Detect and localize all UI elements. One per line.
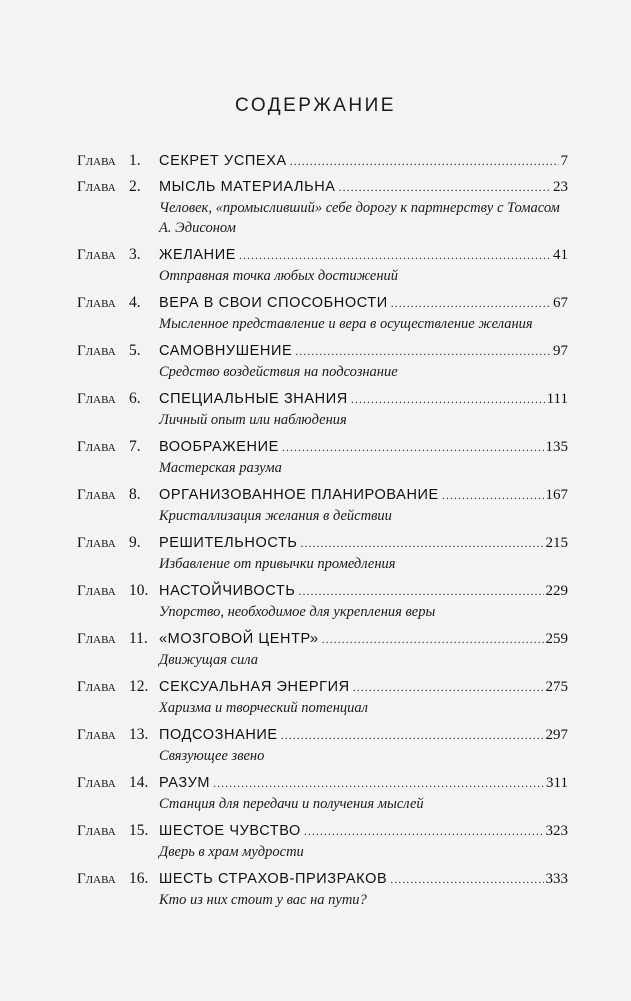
toc-entry[interactable] <box>77 388 568 430</box>
toc-entry-row <box>77 484 568 506</box>
chapter-subtitle: Отправная точка любых достижений <box>159 268 399 284</box>
chapter-subtitle: Кто из них стоит у вас на пути? <box>159 892 367 908</box>
chapter-title-line <box>159 292 551 314</box>
page-number: 215 <box>545 535 568 551</box>
toc-entry[interactable] <box>77 820 568 862</box>
chapter-title-line <box>159 388 545 410</box>
chapter-subtitle: Движущая сила <box>159 652 259 668</box>
chapter-title-line <box>159 340 551 362</box>
page-number: 7 <box>560 153 568 169</box>
dot-leader <box>442 484 544 506</box>
chapter-label: Глава <box>77 439 116 455</box>
toc-entry[interactable] <box>77 176 568 238</box>
chapter-title-line <box>159 868 544 890</box>
chapter-subtitle: Станция для передачи и получения мыслей <box>159 796 424 812</box>
toc-entry-row <box>77 580 568 602</box>
dot-leader <box>304 820 544 842</box>
chapter-subtitle: Избавление от привычки промедления <box>159 556 396 572</box>
page-number: 297 <box>545 727 568 743</box>
chapter-title-line <box>159 532 544 554</box>
chapter-title: ЖЕЛАНИЕ <box>159 247 237 263</box>
dot-leader <box>390 868 543 890</box>
page-number: 167 <box>545 487 568 503</box>
chapter-subtitle: Кристаллизация желания в действии <box>159 508 392 524</box>
chapter-subtitle: Мастерская разума <box>159 460 282 476</box>
chapter-number: 9. <box>129 534 141 551</box>
chapter-title: МЫСЛЬ МАТЕРИАЛЬНА <box>159 179 336 195</box>
toc-entry-row <box>77 676 568 698</box>
chapter-number: 8. <box>129 486 141 503</box>
chapter-number: 1. <box>129 152 141 169</box>
chapter-subtitle: Упорство, необходимое для укрепления веры <box>159 604 436 620</box>
chapter-subtitle: Средство воздействия на подсознание <box>159 364 398 380</box>
chapter-title-line <box>159 150 559 172</box>
chapter-title-line <box>159 820 544 842</box>
toc-entry[interactable] <box>77 580 568 622</box>
toc-entry-row <box>77 820 568 842</box>
chapter-title: ВЕРА В СВОИ СПОСОБНОСТИ <box>159 295 388 311</box>
chapter-label: Глава <box>77 343 116 359</box>
page-number: 275 <box>545 679 568 695</box>
chapter-label: Глава <box>77 775 116 791</box>
chapter-label: Глава <box>77 179 116 195</box>
chapter-label: Глава <box>77 871 116 887</box>
toc-entry-row <box>77 292 568 314</box>
page-number: 229 <box>545 583 568 599</box>
chapter-number: 16. <box>129 870 149 887</box>
page-number: 259 <box>545 631 568 647</box>
dot-leader <box>298 580 543 602</box>
chapter-label: Глава <box>77 631 116 647</box>
toc-entry-row <box>77 176 568 198</box>
chapter-title-line <box>159 244 551 266</box>
chapter-title-line <box>159 176 551 198</box>
chapter-title-line <box>159 676 544 698</box>
chapter-number: 6. <box>129 390 141 407</box>
chapter-subtitle: Мысленное представление и вера в осуществление желания <box>159 316 533 332</box>
chapter-title-line <box>159 484 544 506</box>
dot-leader <box>282 436 544 458</box>
chapter-title: ОРГАНИЗОВАННОЕ ПЛАНИРОВАНИЕ <box>159 487 439 503</box>
page-number: 111 <box>546 391 568 407</box>
chapter-title: СЕКРЕТ УСПЕХА <box>159 153 287 169</box>
chapter-number: 14. <box>129 774 149 791</box>
chapter-title-line <box>159 628 544 650</box>
chapter-label: Глава <box>77 247 116 263</box>
toc-entry-row <box>77 532 568 554</box>
chapter-title: САМОВНУШЕНИЕ <box>159 343 293 359</box>
dot-leader <box>301 532 544 554</box>
chapter-number: 12. <box>129 678 149 695</box>
chapter-label: Глава <box>77 153 116 169</box>
toc-entry[interactable] <box>77 532 568 574</box>
chapter-title: ШЕСТОЕ ЧУВСТВО <box>159 823 301 839</box>
chapter-number: 11. <box>129 630 148 647</box>
page-number: 311 <box>546 775 568 791</box>
chapter-label: Глава <box>77 391 116 407</box>
dot-leader <box>281 724 544 746</box>
toc-entry-row <box>77 150 568 172</box>
page-title: СОДЕРЖАНИЕ <box>235 95 396 116</box>
chapter-title: ПОДСОЗНАНИЕ <box>159 727 278 743</box>
chapter-title: ШЕСТЬ СТРАХОВ-ПРИЗРАКОВ <box>159 871 388 887</box>
page-number: 333 <box>545 871 568 887</box>
dot-leader <box>353 676 544 698</box>
toc-entry[interactable] <box>77 868 568 910</box>
chapter-number: 5. <box>129 342 141 359</box>
chapter-title: НАСТОЙЧИВОСТЬ <box>159 583 296 599</box>
toc-entry-row <box>77 388 568 410</box>
toc-entry-row <box>77 628 568 650</box>
toc-entry-row <box>77 868 568 890</box>
chapter-title-line <box>159 724 544 746</box>
dot-leader <box>322 628 544 650</box>
chapter-number: 3. <box>129 246 141 263</box>
chapter-title-line <box>159 580 544 602</box>
toc-entry[interactable] <box>77 724 568 766</box>
chapter-title: «МОЗГОВОЙ ЦЕНТР» <box>159 631 319 647</box>
toc-entry[interactable] <box>77 676 568 718</box>
chapter-label: Глава <box>77 727 116 743</box>
chapter-number: 10. <box>129 582 149 599</box>
toc-entry[interactable] <box>77 772 568 814</box>
chapter-subtitle: Связующее звено <box>159 748 265 764</box>
chapter-title: РЕШИТЕЛЬНОСТЬ <box>159 535 298 551</box>
chapter-number: 4. <box>129 294 141 311</box>
toc-entry[interactable] <box>77 436 568 478</box>
chapter-label: Глава <box>77 487 116 503</box>
chapter-number: 13. <box>129 726 149 743</box>
dot-leader <box>339 176 551 198</box>
chapter-subtitle: Личный опыт или наблюдения <box>159 412 347 428</box>
chapter-label: Глава <box>77 583 116 599</box>
toc-entry-row <box>77 436 568 458</box>
chapter-title: РАЗУМ <box>159 775 211 791</box>
chapter-label: Глава <box>77 679 116 695</box>
page-number: 67 <box>553 295 568 311</box>
chapter-title: СПЕЦИАЛЬНЫЕ ЗНАНИЯ <box>159 391 348 407</box>
chapter-title-line <box>159 436 544 458</box>
page-number: 135 <box>545 439 568 455</box>
chapter-title-line <box>159 772 544 794</box>
toc-entry-row <box>77 772 568 794</box>
page-number: 97 <box>553 343 568 359</box>
dot-leader <box>391 292 551 314</box>
page-number: 41 <box>553 247 568 263</box>
dot-leader <box>351 388 545 410</box>
toc-entry[interactable] <box>77 244 568 286</box>
chapter-number: 7. <box>129 438 141 455</box>
chapter-number: 2. <box>129 178 141 195</box>
chapter-label: Глава <box>77 295 116 311</box>
dot-leader <box>295 340 551 362</box>
chapter-title: СЕКСУАЛЬНАЯ ЭНЕРГИЯ <box>159 679 350 695</box>
table-of-contents <box>77 150 568 916</box>
chapter-number: 15. <box>129 822 149 839</box>
toc-entry[interactable] <box>77 628 568 670</box>
toc-entry-row <box>77 244 568 266</box>
chapter-label: Глава <box>77 823 116 839</box>
chapter-subtitle: Дверь в храм мудрости <box>159 844 304 860</box>
chapter-label: Глава <box>77 535 116 551</box>
dot-leader <box>290 150 559 172</box>
page-number: 323 <box>545 823 568 839</box>
toc-entry-row <box>77 340 568 362</box>
toc-entry[interactable] <box>77 340 568 382</box>
toc-entry[interactable] <box>77 150 568 172</box>
dot-leader <box>213 772 544 794</box>
toc-entry[interactable] <box>77 484 568 526</box>
chapter-title: ВООБРАЖЕНИЕ <box>159 439 279 455</box>
toc-entry-row <box>77 724 568 746</box>
toc-entry[interactable] <box>77 292 568 334</box>
chapter-subtitle: Харизма и творческий потенциал <box>159 700 368 716</box>
chapter-subtitle: Человек, «промысливший» себе дорогу к партнерству с Томасом А. Эдисоном <box>159 200 560 236</box>
dot-leader <box>239 244 551 266</box>
page-number: 23 <box>553 179 568 195</box>
